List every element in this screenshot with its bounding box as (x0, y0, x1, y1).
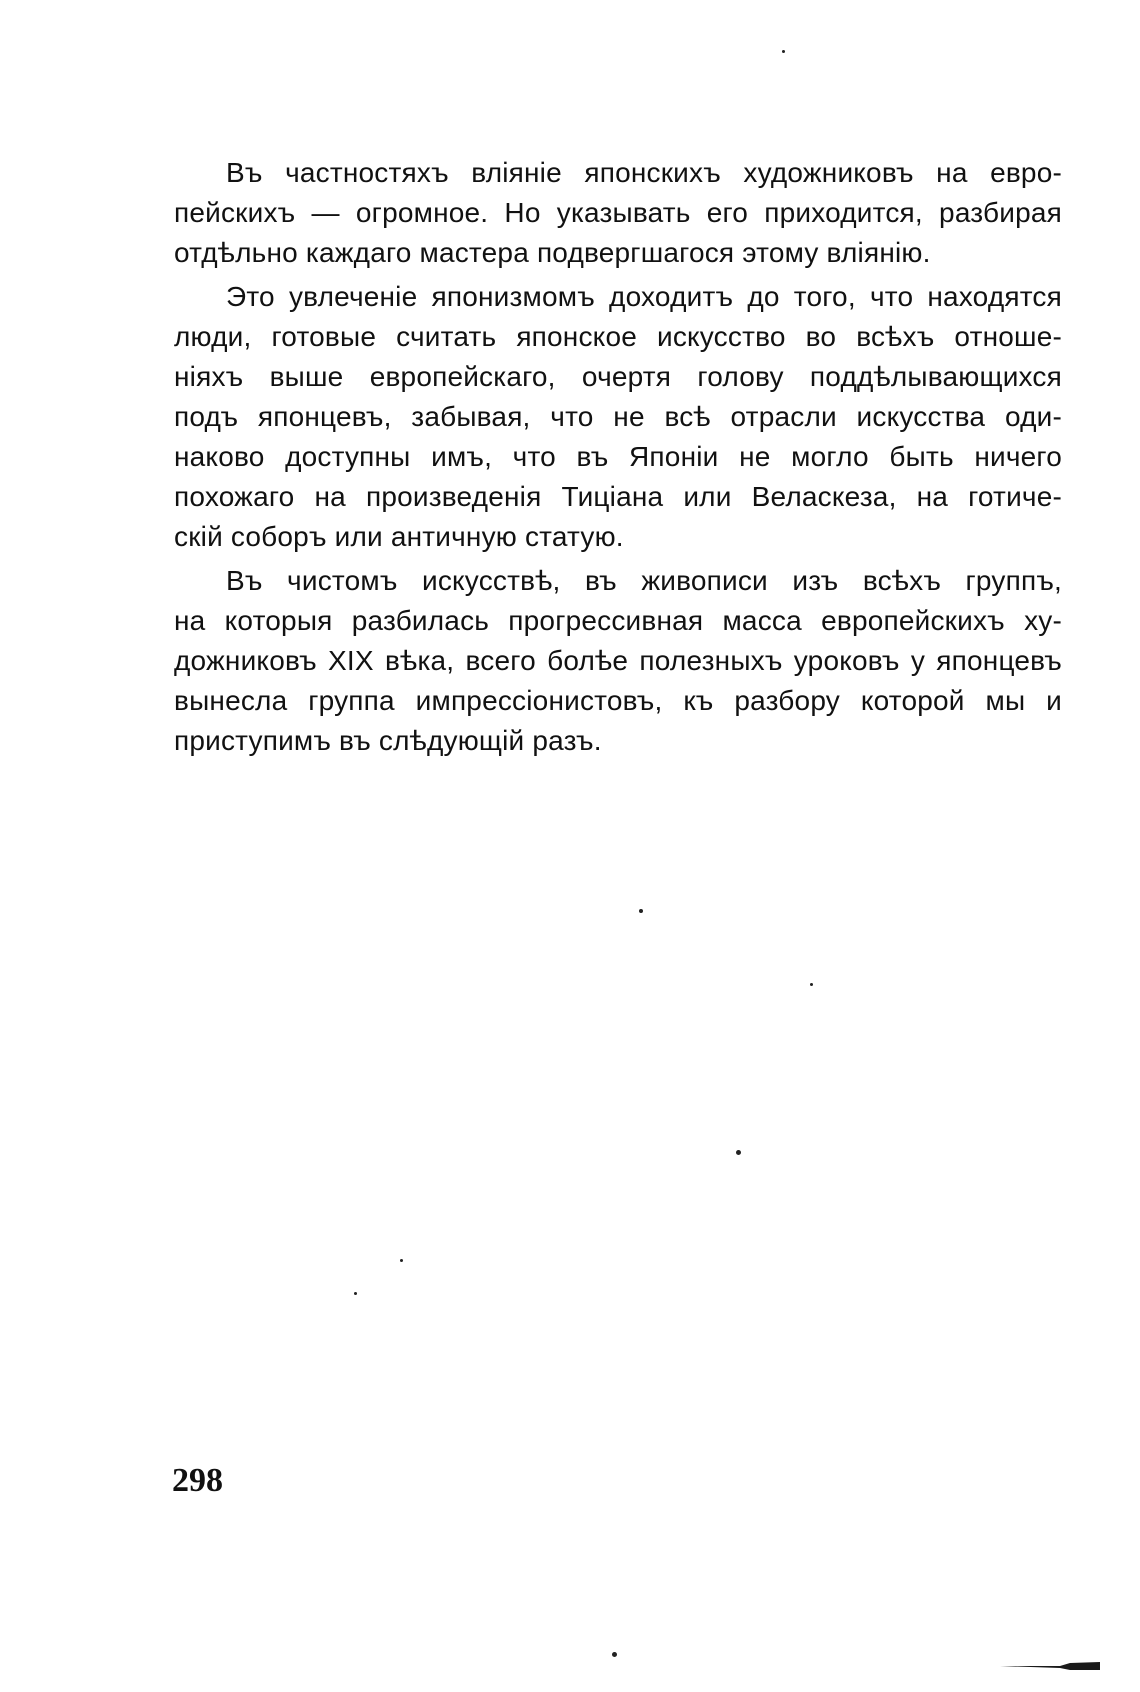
paragraph-1 (174, 153, 1062, 273)
text-line: скій соборъ или античную статую. (174, 521, 624, 552)
text-line: пейскихъ — огромное. Но указывать его приходится, разбирая (174, 197, 1062, 228)
text-line: наково доступны имъ, что въ Японіи не могло быть ничего (174, 441, 1062, 472)
text-line: похожаго на произведенія Тиціана или Веласкеза, на готиче- (174, 481, 1062, 512)
text-line: Въ чистомъ искусствѣ, въ живописи изъ всѣхъ группъ, (226, 565, 1062, 596)
text-line: на которыя разбилась прогрессивная масса европейскихъ ху- (174, 605, 1062, 636)
page-number: 298 (172, 1462, 223, 1499)
text-line: вынесла группа импрессіонистовъ, къ разбору которой мы и (174, 685, 1062, 716)
paragraph-3 (174, 561, 1062, 761)
text-line: Это увлеченіе японизмомъ доходитъ до того, что находятся (226, 281, 1062, 312)
body-text (174, 153, 1062, 765)
scan-speck (810, 983, 813, 986)
text-line: приступимъ въ слѣдующій разъ. (174, 725, 602, 756)
text-line: Въ частностяхъ вліяніе японскихъ художниковъ на евро- (226, 157, 1062, 188)
scan-speck (612, 1652, 617, 1657)
text-line: подъ японцевъ, забывая, что не всѣ отрасли искусства оди- (174, 401, 1062, 432)
scan-edge-mark (1000, 1660, 1100, 1672)
scan-speck (736, 1150, 741, 1155)
text-line: люди, готовые считать японское искусство во всѣхъ отноше- (174, 321, 1062, 352)
scan-speck (354, 1292, 357, 1295)
text-line: дожниковъ XIX вѣка, всего болѣе полезныхъ уроковъ у японцевъ (174, 645, 1062, 676)
scan-speck (639, 909, 643, 913)
text-line: отдѣльно каждаго мастера подвергшагося этому вліянію. (174, 237, 931, 268)
paragraph-2 (174, 277, 1062, 557)
scan-speck (782, 50, 785, 53)
scan-speck (400, 1259, 403, 1262)
text-line: ніяхъ выше европейскаго, очертя голову поддѣлывающихся (174, 361, 1062, 392)
